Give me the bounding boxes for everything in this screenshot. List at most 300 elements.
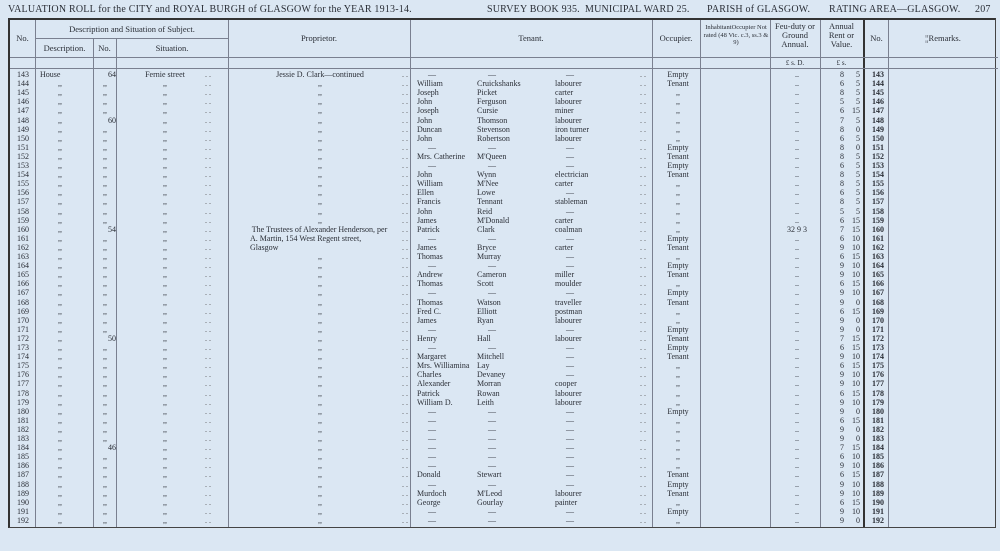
tenant-surname: — [488, 288, 496, 298]
feu-duty: .. [795, 333, 799, 343]
table-row [10, 170, 998, 179]
dot-leader: . . [205, 133, 211, 143]
occupier: Empty [667, 343, 689, 352]
situation: ,, [163, 506, 167, 516]
occupier: ,, [676, 224, 680, 234]
row-number: 143 [17, 70, 29, 79]
row-number: 191 [17, 506, 29, 516]
row-number: 192 [17, 515, 29, 525]
feu-duty: .. [795, 179, 799, 189]
dot-leader: . . [640, 88, 646, 98]
tenant-first-name: Patrick [417, 224, 440, 234]
dot-leader: . . [205, 470, 211, 480]
tenant-occupation: labourer [555, 115, 582, 125]
proprietor: ,, [318, 215, 322, 225]
rent-shillings: 10 [852, 261, 860, 271]
tenant-surname: M'Queen [477, 151, 507, 161]
dot-leader: . . [205, 452, 211, 462]
situation: ,, [163, 288, 167, 298]
dot-leader: . . [205, 424, 211, 434]
rent-pounds: 9 [840, 506, 844, 516]
occupier: ,, [676, 252, 680, 261]
house-number: ,, [103, 406, 107, 416]
situation: ,, [163, 452, 167, 462]
row-number: 183 [17, 434, 29, 443]
table-row [10, 425, 998, 434]
rent-pounds: 8 [840, 142, 844, 152]
situation: ,, [163, 79, 167, 89]
feu-duty: .. [795, 106, 799, 116]
tenant-occupation: — [566, 142, 574, 152]
proprietor: ,, [318, 479, 322, 489]
dot-leader: . . [640, 343, 646, 352]
occupier: Tenant [667, 470, 689, 480]
col-no: No. [16, 33, 29, 43]
rent-shillings: 15 [852, 343, 860, 352]
description: ,, [58, 324, 62, 334]
dot-leader: . . [640, 288, 646, 298]
house-number: ,, [103, 324, 107, 334]
situation: ,, [163, 461, 167, 471]
dot-leader: . . [640, 197, 646, 207]
row-number-right: 150 [872, 133, 884, 143]
tenant-first-name: James [417, 315, 437, 325]
description: ,, [58, 370, 62, 380]
row-number: 146 [17, 97, 29, 107]
dot-leader: . . [640, 124, 646, 134]
dot-leader: . . [402, 206, 408, 216]
house-number: 60 [108, 115, 116, 125]
tenant-occupation: cooper [555, 379, 577, 389]
col-remarks: ¦¦Remarks. [925, 33, 961, 43]
row-number-right: 171 [872, 324, 884, 334]
situation: Fernie street [145, 70, 185, 79]
dot-leader: . . [205, 406, 211, 416]
tenant-surname: — [488, 324, 496, 334]
dot-leader: . . [402, 461, 408, 471]
feu-duty: .. [795, 406, 799, 416]
row-number-right: 176 [872, 370, 884, 380]
dot-leader: . . [205, 106, 211, 116]
row-number: 184 [17, 443, 29, 453]
tenant-occupation: labourer [555, 79, 582, 89]
situation: ,, [163, 479, 167, 489]
row-number: 180 [17, 406, 29, 416]
tenant-occupation: — [566, 479, 574, 489]
house-number: ,, [103, 97, 107, 107]
table-row [10, 243, 998, 252]
proprietor: ,, [318, 106, 322, 116]
occupier: ,, [676, 306, 680, 316]
row-number-right: 157 [872, 197, 884, 207]
table-row [10, 188, 998, 197]
table-row [10, 480, 998, 489]
situation: ,, [163, 370, 167, 380]
rent-pounds: 9 [840, 424, 844, 434]
row-number-right: 190 [872, 497, 884, 507]
description: ,, [58, 161, 62, 170]
situation: ,, [163, 415, 167, 425]
situation: ,, [163, 115, 167, 125]
rent-shillings: 15 [852, 224, 860, 234]
row-number-right: 181 [872, 415, 884, 425]
dot-leader: . . [402, 324, 408, 334]
occupier: ,, [676, 361, 680, 371]
house-number: ,, [103, 352, 107, 362]
house-number: ,, [103, 379, 107, 389]
tenant-first-name: Duncan [417, 124, 442, 134]
situation: ,, [163, 188, 167, 198]
situation: ,, [163, 233, 167, 243]
dot-leader: . . [205, 79, 211, 89]
row-number: 189 [17, 488, 29, 498]
tenant-occupation: miller [555, 270, 575, 280]
row-number-right: 151 [872, 142, 884, 152]
occupier: ,, [676, 124, 680, 134]
dot-leader: . . [640, 161, 646, 170]
dot-leader: . . [205, 288, 211, 298]
row-number: 174 [17, 352, 29, 362]
rent-pounds: 9 [840, 352, 844, 362]
row-number-right: 170 [872, 315, 884, 325]
situation: ,, [163, 151, 167, 161]
row-number: 163 [17, 252, 29, 261]
tenant-first-name: Donald [417, 470, 441, 480]
occupier: Empty [667, 406, 689, 416]
dot-leader: . . [640, 133, 646, 143]
tenant-surname: M'Leod [477, 488, 502, 498]
dot-leader: . . [640, 306, 646, 316]
tenant-surname: Gourlay [477, 497, 504, 507]
description: ,, [58, 343, 62, 352]
dot-leader: . . [402, 124, 408, 134]
house-number: ,, [103, 361, 107, 371]
dot-leader: . . [640, 97, 646, 107]
occupier: Tenant [667, 352, 689, 362]
survey-book: SURVEY BOOK 935. [487, 4, 580, 15]
situation: ,, [163, 88, 167, 98]
occupier: ,, [676, 397, 680, 407]
dot-leader: . . [402, 233, 408, 243]
table-row [10, 97, 998, 106]
dot-leader: . . [205, 188, 211, 198]
dot-leader: . . [402, 133, 408, 143]
tenant-first-name: — [428, 233, 436, 243]
dot-leader: . . [640, 434, 646, 443]
house-number: ,, [103, 370, 107, 380]
dot-leader: . . [402, 470, 408, 480]
rent-pounds: 9 [840, 434, 844, 443]
row-number-right: 178 [872, 388, 884, 398]
rent-pounds: 9 [840, 397, 844, 407]
dot-leader: . . [640, 361, 646, 371]
occupier: ,, [676, 279, 680, 289]
row-number: 175 [17, 361, 29, 371]
tenant-first-name: Andrew [417, 270, 443, 280]
tenant-occupation: — [566, 443, 574, 453]
row-number: 181 [17, 415, 29, 425]
tenant-first-name: Patrick [417, 388, 440, 398]
tenant-first-name: John [417, 170, 433, 180]
rating-area: RATING AREA—GLASGOW. [829, 4, 961, 15]
tenant-occupation: electrician [555, 170, 589, 180]
row-number: 150 [17, 133, 29, 143]
row-number-right: 189 [872, 488, 884, 498]
occupier: Tenant [667, 297, 689, 307]
tenant-occupation: iron turner [555, 124, 589, 134]
description: ,, [58, 233, 62, 243]
feu-duty: .. [795, 388, 799, 398]
dot-leader: . . [640, 479, 646, 489]
dot-leader: . . [402, 170, 408, 180]
row-number: 151 [17, 142, 29, 152]
rent-shillings: 10 [852, 452, 860, 462]
rent-pounds: 9 [840, 461, 844, 471]
rent-shillings: 10 [852, 379, 860, 389]
row-number-right: 172 [872, 333, 884, 343]
tenant-first-name: John [417, 133, 433, 143]
table-row [10, 516, 998, 525]
rent-pounds: 9 [840, 488, 844, 498]
proprietor: ,, [318, 434, 322, 443]
rent-shillings: 15 [852, 361, 860, 371]
tenant-first-name: William [417, 79, 443, 89]
proprietor: ,, [318, 424, 322, 434]
occupier: Empty [667, 70, 689, 79]
description: ,, [58, 170, 62, 180]
row-number-right: 169 [872, 306, 884, 316]
dot-leader: . . [402, 506, 408, 516]
table-row [10, 470, 998, 479]
dot-leader: . . [205, 415, 211, 425]
feu-duty: .. [795, 197, 799, 207]
occupier: ,, [676, 115, 680, 125]
situation: ,, [163, 242, 167, 252]
description: ,, [58, 252, 62, 261]
dot-leader: . . [205, 70, 211, 79]
rent-shillings: 5 [856, 161, 860, 170]
rent-pounds: 9 [840, 515, 844, 525]
description: ,, [58, 179, 62, 189]
house-number: ,, [103, 233, 107, 243]
feu-duty: .. [795, 343, 799, 352]
tenant-first-name: Ellen [417, 188, 434, 198]
table-row [10, 79, 998, 88]
house-number: ,, [103, 452, 107, 462]
dot-leader: . . [205, 142, 211, 152]
row-number: 179 [17, 397, 29, 407]
proprietor: ,, [318, 270, 322, 280]
table-row [10, 298, 998, 307]
dot-leader: . . [640, 151, 646, 161]
rent-pounds: 7 [840, 333, 844, 343]
dot-leader: . . [402, 406, 408, 416]
tenant-first-name: — [428, 288, 436, 298]
house-number: ,, [103, 215, 107, 225]
table-row [10, 407, 998, 416]
rent-shillings: 5 [856, 70, 860, 79]
row-number: 166 [17, 279, 29, 289]
tenant-occupation: — [566, 188, 574, 198]
tenant-surname: Cameron [477, 270, 507, 280]
feu-duty: .. [795, 324, 799, 334]
dot-leader: . . [640, 297, 646, 307]
row-number-right: 188 [872, 479, 884, 489]
dot-leader: . . [402, 370, 408, 380]
row-number-right: 147 [872, 106, 884, 116]
rent-pounds: 5 [840, 97, 844, 107]
description: ,, [58, 434, 62, 443]
table-row [10, 116, 998, 125]
proprietor: ,, [318, 206, 322, 216]
tenant-first-name: John [417, 97, 433, 107]
row-number-right: 159 [872, 215, 884, 225]
dot-leader: . . [205, 279, 211, 289]
tenant-surname: Hall [477, 333, 491, 343]
situation: ,, [163, 270, 167, 280]
feu-duty: .. [795, 479, 799, 489]
feu-duty: .. [795, 142, 799, 152]
row-number-right: 185 [872, 452, 884, 462]
row-number-right: 158 [872, 206, 884, 216]
row-number-right: 146 [872, 97, 884, 107]
row-number: 155 [17, 179, 29, 189]
dot-leader: . . [640, 215, 646, 225]
situation: ,, [163, 197, 167, 207]
row-number: 169 [17, 306, 29, 316]
situation: ,, [163, 397, 167, 407]
dot-leader: . . [640, 424, 646, 434]
row-number-right: 154 [872, 170, 884, 180]
dot-leader: . . [640, 497, 646, 507]
rent-pounds: 8 [840, 70, 844, 79]
tenant-first-name: James [417, 215, 437, 225]
proprietor: ,, [318, 288, 322, 298]
rent-shillings: 5 [856, 151, 860, 161]
tenant-occupation: — [566, 434, 574, 443]
rent-pounds: 7 [840, 443, 844, 453]
occupier: Empty [667, 261, 689, 271]
dot-leader: . . [205, 388, 211, 398]
row-number: 176 [17, 370, 29, 380]
occupier: ,, [676, 97, 680, 107]
feu-duty: .. [795, 315, 799, 325]
rent-shillings: 15 [852, 415, 860, 425]
proprietor: ,, [318, 343, 322, 352]
description: ,, [58, 361, 62, 371]
house-number: ,, [103, 279, 107, 289]
row-number: 154 [17, 170, 29, 180]
tenant-occupation: labourer [555, 315, 582, 325]
dot-leader: . . [640, 488, 646, 498]
tenant-surname: — [488, 434, 496, 443]
table-row [10, 252, 998, 261]
house-number: ,, [103, 170, 107, 180]
dot-leader: . . [640, 452, 646, 462]
dot-leader: . . [640, 415, 646, 425]
description: ,, [58, 415, 62, 425]
dot-leader: . . [402, 242, 408, 252]
dot-leader: . . [402, 297, 408, 307]
tenant-first-name: — [428, 479, 436, 489]
rent-pounds: 6 [840, 279, 844, 289]
table-row [10, 461, 998, 470]
tenant-surname: — [488, 406, 496, 416]
row-number-right: 168 [872, 297, 884, 307]
tenant-first-name: Murdoch [417, 488, 447, 498]
description: ,, [58, 497, 62, 507]
table-row [10, 416, 998, 425]
row-number: 160 [17, 224, 29, 234]
dot-leader: . . [205, 370, 211, 380]
proprietor: ,, [318, 361, 322, 371]
row-number-right: 177 [872, 379, 884, 389]
tenant-first-name: Mrs. Catherine [417, 151, 465, 161]
dot-leader: . . [640, 224, 646, 234]
tenant-surname: Picket [477, 88, 497, 98]
rent-pounds: 9 [840, 379, 844, 389]
rent-pounds: 7 [840, 224, 844, 234]
rent-pounds: 7 [840, 115, 844, 125]
occupier: ,, [676, 388, 680, 398]
occupier: ,, [676, 461, 680, 471]
house-number: ,, [103, 88, 107, 98]
description: ,, [58, 388, 62, 398]
tenant-first-name: James [417, 242, 437, 252]
dot-leader: . . [402, 397, 408, 407]
proprietor: ,, [318, 406, 322, 416]
feu-duty: .. [795, 215, 799, 225]
tenant-first-name: — [428, 70, 436, 79]
row-number: 148 [17, 115, 29, 125]
feu-duty: .. [795, 124, 799, 134]
rent-shillings: 0 [856, 434, 860, 443]
row-number-right: 145 [872, 88, 884, 98]
table-row [10, 207, 998, 216]
tenant-surname: M'Nee [477, 179, 499, 189]
proprietor: ,, [318, 397, 322, 407]
description: ,, [58, 315, 62, 325]
rent-pounds: 9 [840, 315, 844, 325]
tenant-first-name: Mrs. Williamina [417, 361, 470, 371]
tenant-surname: Cruickshanks [477, 79, 521, 89]
tenant-surname: — [488, 479, 496, 489]
dot-leader: . . [402, 424, 408, 434]
rent-pounds: 8 [840, 170, 844, 180]
tenant-occupation: labourer [555, 397, 582, 407]
col-inhabitant: InhabitantOccupier Not rated (48 Vic. c.3, ss.3 & 9) [703, 24, 769, 46]
tenant-surname: Clark [477, 224, 495, 234]
tenant-occupation: carter [555, 215, 574, 225]
proprietor: ,, [318, 488, 322, 498]
rent-pounds: 9 [840, 297, 844, 307]
situation: ,, [163, 279, 167, 289]
house-number: ,, [103, 133, 107, 143]
tenant-surname: Tennant [477, 197, 503, 207]
house-number: ,, [103, 315, 107, 325]
rent-shillings: 15 [852, 252, 860, 261]
tenant-first-name: Joseph [417, 106, 439, 116]
tenant-occupation: — [566, 424, 574, 434]
dot-leader: . . [205, 206, 211, 216]
situation: ,, [163, 261, 167, 271]
table-row [10, 70, 998, 79]
tenant-occupation: — [566, 461, 574, 471]
tenant-surname: — [488, 142, 496, 152]
rent-shillings: 5 [856, 197, 860, 207]
rent-shillings: 5 [856, 115, 860, 125]
row-number: 147 [17, 106, 29, 116]
